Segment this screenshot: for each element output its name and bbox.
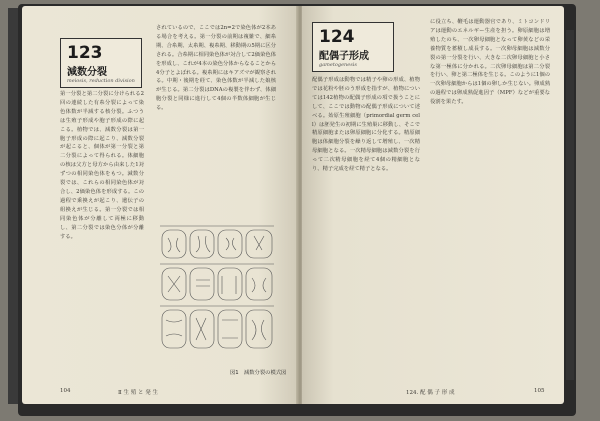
section-number: 124 <box>319 27 355 47</box>
running-head: 124. 配 偶 子 形 成 <box>406 390 455 396</box>
section-title: 減数分裂 <box>67 67 107 78</box>
body-text-column-2 <box>156 24 276 214</box>
body-text-column-1 <box>60 90 144 382</box>
section-subtitle: meiosis, reduction division <box>67 78 135 84</box>
figure-caption: 図1 減数分裂の模式図 <box>230 370 287 376</box>
body-text: に役立ち、鞭毛は運動器官であり、ミトコンドリアは運動のエネルギー生産を担う。卵原細胞は増殖したのち、一次卵母細胞となって卵黄などの栄養物質を蓄積し成長する。一次卵母細胞は減数分裂の第一分裂を行い、大きな二次卵母細胞と小さな第一極体に分かれる。二次卵母細胞は第二分裂を行い、卵と第二極体を生じる。このように1個の一次卵母細胞からは1個の卵しか生じない。卵成熟の過程では卵成熟促進因子（MPF）などが重要な役割を果たす。 <box>430 19 550 106</box>
body-text: されているので、ここでは2n=2で染色体が2本ある場合を考える。第一分裂の前期は複雑で、細糸期、合糸期、太糸期、複糸期、移動期の5期に区分される。合糸期に相同染色体が対合して2価染色体を形成し、これが4本の染色分体からなることから4分子とよばれる。複糸期にはキアズマが観察される。中期・後期を経て、染色体数が半減した娘核が生じる。第二分裂はDNAの複製を伴わず、体細胞分裂と同様に進行して4個の半数体細胞が生じる。 <box>156 25 276 112</box>
body-text-column-2 <box>430 18 550 382</box>
section-heading-box <box>60 38 142 88</box>
book-cover-edge-right <box>566 30 574 380</box>
page-number: 104 <box>60 388 71 394</box>
section-title: 配偶子形成 <box>319 51 369 62</box>
left-page <box>22 6 300 404</box>
running-head: Ⅱ 生 殖 と 発 生 <box>118 390 158 396</box>
body-text: 第一分裂と第二分裂に分けられる2回の連続した有糸分裂によって染色体数が半減する核分裂。ふつうは生殖子形成や胞子形成の際に起こる。植物では、減数分裂は第一胞子形成の際に起こり、減数分裂が起こると、個体が第一分裂と第二分裂によって得られる。体細胞の核は父方と母方から由来した1対ずつの相同染色体をもつ。減数分裂では、これらの相同染色体が対合し、2価染色体を形成する。この過程で乗換えが起こり、遺伝子の組換えが生じる。第一分裂では相同染色体が分離して両極に移動し、第二分裂では染色分体が分離する。 <box>60 91 144 240</box>
body-text: 配偶子形成は動物では精子や卵の形成、植物では花粉や胚のう形成を指すが、植物については142植物の配偶子形成の項で扱うことにして、ここでは動物の配偶子形成について述べる。始原生殖細胞（primordial germ cell）は胚発生の初期に生殖巣に移動し、そこで精原細胞または卵原細胞に分化する。精原細胞は体細胞分裂を繰り返して増殖し、一次精母細胞となる。一次精母細胞は減数分裂を行って二次精母細胞を経て4個の精細胞となり、精子完成を経て精子となる。 <box>312 77 420 173</box>
page-number: 105 <box>534 388 545 394</box>
section-subtitle: gametogenesis <box>319 62 357 68</box>
right-page <box>302 6 564 404</box>
section-heading-box <box>312 22 394 72</box>
body-text-column-1 <box>312 76 420 382</box>
meiosis-figure <box>156 220 278 358</box>
section-number: 123 <box>67 43 103 63</box>
